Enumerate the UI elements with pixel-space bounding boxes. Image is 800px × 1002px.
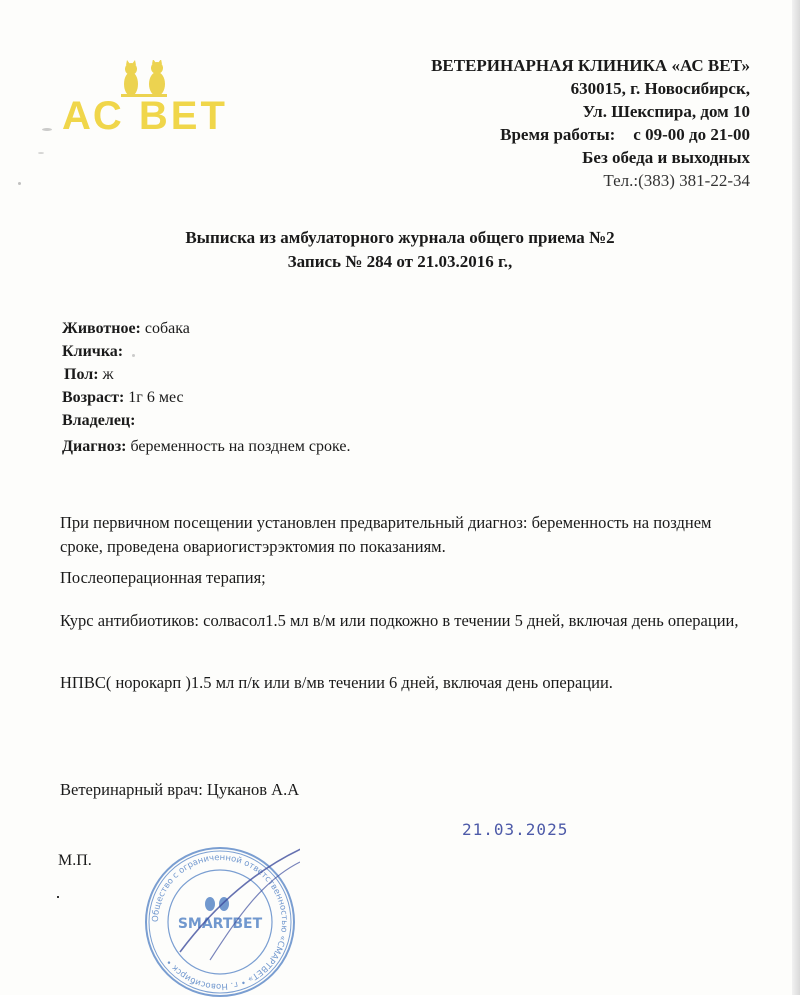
clinic-stamp-icon xyxy=(140,842,300,1002)
diagnosis-value: беременность на позднем сроке. xyxy=(126,438,351,455)
sex-row xyxy=(64,363,351,386)
scan-mark xyxy=(18,182,21,185)
paragraph-postop-therapy: Послеоперационная терапия; xyxy=(60,568,266,587)
animal-row xyxy=(62,317,351,340)
age-label: Возраст: xyxy=(62,389,125,406)
doctor-signature: Ветеринарный врач: Цуканов А.А xyxy=(60,780,300,799)
stamp-date: 21.03.2025 xyxy=(462,820,569,839)
owner-label: Владелец: xyxy=(62,412,136,429)
age-row xyxy=(62,386,351,409)
seal-place-label: М.П. xyxy=(58,852,92,869)
document-title: Выписка из амбулаторного журнала общего приема №2 xyxy=(185,228,615,247)
diagnosis-row xyxy=(62,435,351,458)
hours-value: с 09-00 до 21-00 xyxy=(633,125,750,144)
patient-info xyxy=(62,317,351,458)
working-hours xyxy=(431,123,750,146)
sex-label: Пол: xyxy=(64,366,99,383)
paragraph-nsaid: НПВС( норокарп )1.5 мл п/к или в/мв течении 6 дней, включая день операции. xyxy=(60,673,613,692)
clinic-name: ВЕТЕРИНАРНАЯ КЛИНИКА «АС ВЕТ» xyxy=(431,56,750,75)
age-value: 1г 6 мес xyxy=(124,389,184,406)
name-row xyxy=(62,340,351,363)
animal-value: собака xyxy=(140,320,190,337)
address-line-2: Ул. Шекспира, дом 10 xyxy=(582,102,750,121)
hours-label: Время работы: xyxy=(500,125,616,144)
scan-mark xyxy=(42,128,52,131)
animal-label: Животное: xyxy=(62,320,141,337)
clinic-logo xyxy=(62,60,247,145)
scan-mark xyxy=(132,354,135,357)
address-line-1: 630015, г. Новосибирск, xyxy=(570,79,750,98)
working-days: Без обеда и выходных xyxy=(582,148,750,167)
stray-dot xyxy=(57,896,59,898)
scan-mark xyxy=(38,152,44,154)
scan-edge xyxy=(792,0,800,995)
owner-row xyxy=(62,409,351,432)
clinic-header xyxy=(431,54,750,192)
phone-number: Тел.:(383) 381-22-34 xyxy=(603,171,750,190)
stamp-center-text: SMARTВЕТ xyxy=(177,916,263,932)
record-number: Запись № 284 от 21.03.2016 г., xyxy=(287,252,513,271)
diagnosis-label: Диагноз: xyxy=(62,438,127,455)
stamp-ring-text: Общество с ограниченной ответственностью «СМАРТВЕТ» • г. Новосибирск • xyxy=(150,852,290,992)
paragraph-initial-visit: При первичном посещении установлен предварительный диагноз: беременность на позднем сроке, проведена овариогистэрэктомия по показаниям. xyxy=(60,513,712,556)
logo-text: АС ВЕТ xyxy=(62,94,228,138)
name-label: Кличка: xyxy=(62,343,124,360)
sex-value: ж xyxy=(98,366,114,383)
paragraph-antibiotics: Курс антибиотиков: солвасол1.5 мл в/м или подкожно в течении 5 дней, включая день операции, xyxy=(60,611,739,630)
